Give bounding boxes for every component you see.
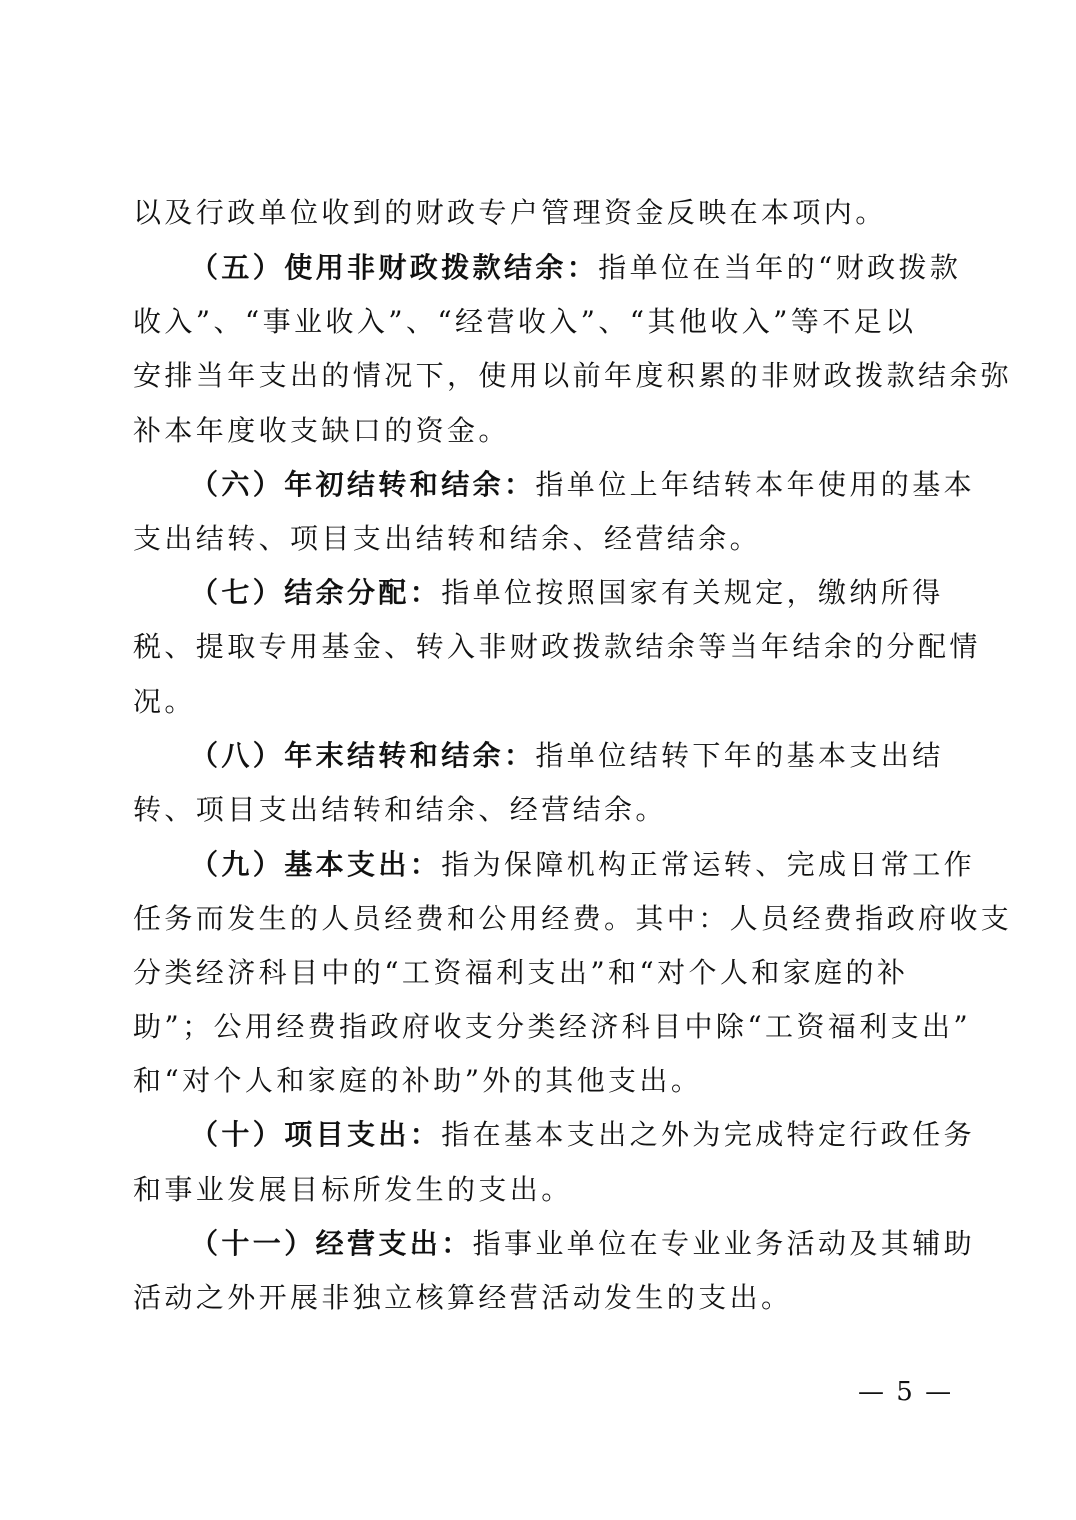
body-line: 和事业发展目标所发生的支出。 bbox=[133, 1173, 573, 1206]
page-number: — 5 — bbox=[858, 1377, 954, 1407]
body-line: 任务而发生的人员经费和公用经费。其中：人员经费指政府收支 bbox=[133, 902, 1013, 935]
section-heading: （十）项目支出： bbox=[190, 1118, 442, 1151]
section-heading: （七）结余分配： bbox=[190, 576, 442, 609]
body-line: 税、提取专用基金、转入非财政拨款结余等当年结余的分配情 bbox=[133, 630, 981, 663]
body-line: 转、项目支出结转和结余、经营结余。 bbox=[133, 793, 667, 826]
body-line: 和“对个人和家庭的补助”外的其他支出。 bbox=[133, 1064, 703, 1097]
section-heading: （六）年初结转和结余： bbox=[190, 468, 536, 501]
section-10-line: （十）项目支出：指在基本支出之外为完成特定行政任务 bbox=[190, 1118, 976, 1151]
section-5-line: （五）使用非财政拨款结余：指单位在当年的“财政拨款 bbox=[190, 251, 962, 284]
body-line: 活动之外开展非独立核算经营活动发生的支出。 bbox=[133, 1281, 793, 1314]
section-heading: （五）使用非财政拨款结余： bbox=[190, 251, 599, 284]
body-line: 支出结转、项目支出结转和结余、经营结余。 bbox=[133, 522, 762, 555]
body-line: 安排当年支出的情况下，使用以前年度积累的非财政拨款结余弥 bbox=[133, 359, 1013, 392]
section-heading: （十一）经营支出： bbox=[190, 1227, 473, 1260]
section-8-line: （八）年末结转和结余：指单位结转下年的基本支出结 bbox=[190, 739, 944, 772]
section-9-line: （九）基本支出：指为保障机构正常运转、完成日常工作 bbox=[190, 848, 976, 881]
body-line: 分类经济科目中的“工资福利支出”和“对个人和家庭的补 bbox=[133, 956, 909, 989]
section-11-line: （十一）经营支出：指事业单位在专业业务活动及其辅助 bbox=[190, 1227, 976, 1260]
body-line: 况。 bbox=[133, 685, 196, 718]
body-line: 补本年度收支缺口的资金。 bbox=[133, 414, 510, 447]
section-7-line: （七）结余分配：指单位按照国家有关规定，缴纳所得 bbox=[190, 576, 944, 609]
section-heading: （九）基本支出： bbox=[190, 848, 442, 881]
section-6-line: （六）年初结转和结余：指单位上年结转本年使用的基本 bbox=[190, 468, 976, 501]
body-line: 以及行政单位收到的财政专户管理资金反映在本项内。 bbox=[133, 196, 887, 229]
body-line: 助”；公用经费指政府收支分类经济科目中除“工资福利支出” bbox=[133, 1010, 972, 1043]
section-heading: （八）年末结转和结余： bbox=[190, 739, 536, 772]
body-line: 收入”、“事业收入”、“经营收入”、“其他收入”等不足以 bbox=[133, 305, 917, 338]
